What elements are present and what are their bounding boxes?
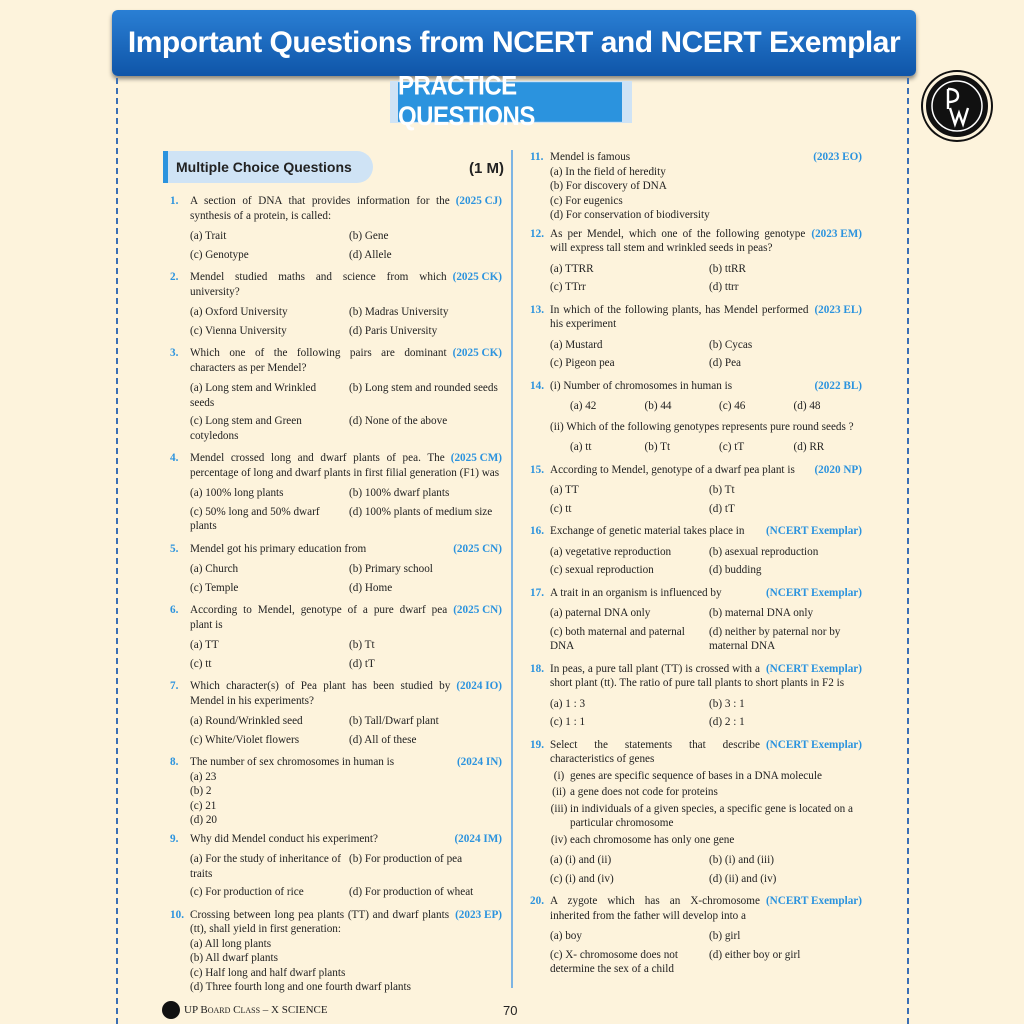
question-source-tag: (2025 CM) (450, 452, 502, 464)
question-text-body: In which of the following plants, has Mendel performed his experiment (550, 303, 809, 330)
section-marks: (1 M) (469, 160, 504, 177)
option-item: (d) Pea (709, 357, 741, 369)
question-text (550, 586, 862, 601)
question-source-tag: (2020 NP) (814, 463, 862, 476)
option-item: (a) TT (550, 484, 579, 496)
question-number: 16. (530, 525, 544, 537)
question-text (550, 524, 862, 539)
option-item: (a) 23 (190, 770, 217, 783)
question-number: 18. (530, 662, 544, 675)
option-item: (b) For discovery of DNA (550, 180, 667, 192)
question-source-tag: (2023 EO) (813, 151, 862, 163)
question-text-body: (i) Number of chromosomes in human is (550, 379, 733, 392)
option-item: (b) Long stem and rounded seeds (349, 382, 498, 394)
question-text-body: Mendel studied maths and science from which university? (190, 271, 447, 298)
options-list (550, 440, 862, 459)
question-text (190, 451, 502, 480)
option-item: (c) 50% long and 50% dwarf plants (190, 505, 320, 532)
question-source-tag: (2024 IN) (456, 756, 502, 768)
question-text (550, 379, 862, 394)
option-item: (a) vegetative reproduction (550, 545, 672, 558)
question-source-tag: (NCERT Exemplar) (765, 895, 862, 907)
question-text-body: Select the statements that describe characteristics of genes (550, 738, 760, 765)
options-list (550, 853, 862, 890)
question-number: 2. (170, 271, 179, 283)
question-text-body: Mendel crossed long and dwarf plants of pea. The percentage of long and dwarf plants in first filial generation (F1) was (190, 452, 500, 479)
question-source-tag: (2024 IO) (456, 680, 502, 692)
option-item: (a) Trait (190, 230, 227, 242)
option-item: (a) All long plants (190, 937, 272, 950)
option-item: (c) Long stem and Green cotyledons (190, 415, 302, 442)
option-item: (b) asexual reproduction (709, 545, 819, 558)
question-source-tag: (2025 CK) (452, 347, 502, 359)
question-number: 19. (530, 738, 544, 751)
question-number: 12. (530, 227, 544, 240)
option-item: (c) tt (550, 502, 572, 515)
option-item: (c) Vienna University (190, 324, 287, 337)
option-item: (a) (i) and (ii) (550, 854, 612, 866)
statement-item (550, 833, 862, 848)
option-item: (c) For eugenics (550, 194, 623, 207)
option-item: (a) 42 (570, 400, 597, 412)
statement-number: (ii) (552, 786, 566, 798)
option-item: (d) Allele (349, 248, 392, 261)
question-item (530, 303, 862, 375)
statement-number: (iv) (550, 833, 568, 846)
column-divider (511, 150, 513, 988)
right-border (907, 78, 909, 1024)
question-text-body: Which character(s) of Pea plant has been studied by Mendel in his experiments? (190, 680, 451, 707)
option-item: (b) girl (709, 930, 741, 942)
option-item: (d) either boy or girl (709, 948, 801, 961)
question-text-body: In peas, a pure tall plant (TT) is crossed with a short plant (tt). The ratio of pure tall plants to short plants in F2 is (550, 662, 845, 689)
question-item (170, 755, 502, 828)
option-item: (d) (ii) and (iv) (709, 872, 777, 885)
question-text (190, 542, 502, 557)
option-item: (b) Tt (709, 484, 735, 496)
question-item (530, 586, 862, 658)
option-item: (d) budding (709, 564, 762, 576)
option-item: (d) 48 (793, 400, 821, 412)
options-list (190, 229, 502, 266)
question-number: 1. (170, 195, 179, 207)
question-subpart: (ii) Which of the following genotypes represents pure round seeds ? (550, 420, 854, 433)
statement-number: (iii) (550, 802, 568, 815)
question-text-body: According to Mendel, genotype of a dwarf pea plant is (550, 463, 795, 476)
question-number: 20. (530, 895, 544, 907)
options-list (190, 852, 502, 904)
question-number: 4. (170, 452, 179, 464)
option-item: (a) 1 : 3 (550, 697, 586, 710)
question-source-tag: (2025 CN) (453, 604, 502, 616)
question-number: 13. (530, 303, 544, 316)
question-source-tag: (NCERT Exemplar) (765, 738, 862, 751)
question-item (170, 603, 502, 675)
page-banner (112, 10, 916, 76)
option-item: (d) neither by paternal nor by maternal DNA (709, 625, 841, 652)
options-list (550, 399, 862, 418)
option-item: (c) 46 (719, 400, 746, 412)
option-item: (b) (i) and (iii) (709, 854, 774, 866)
question-item (530, 463, 862, 521)
question-number: 10. (170, 908, 184, 921)
statement-item (550, 802, 862, 831)
options-list (190, 305, 502, 342)
options-list (190, 562, 502, 599)
option-item: (b) 44 (644, 400, 672, 412)
question-source-tag: (NCERT Exemplar) (765, 586, 862, 599)
statement-text: genes are specific sequence of bases in a DNA molecule (570, 769, 822, 782)
option-item: (b) Madras University (349, 306, 449, 318)
option-item: (c) sexual reproduction (550, 564, 654, 576)
option-item: (d) tT (709, 502, 735, 515)
question-source-tag: (NCERT Exemplar) (765, 662, 862, 675)
options-list (190, 381, 502, 447)
statement-text: a gene does not code for proteins (570, 786, 718, 798)
question-number: 9. (170, 832, 179, 845)
option-item: (b) Tt (644, 441, 671, 453)
question-item (170, 832, 502, 904)
left-border (116, 78, 118, 1024)
option-item: (a) In the field of heredity (550, 165, 666, 178)
option-item: (c) 1 : 1 (550, 716, 586, 728)
option-item: (b) 3 : 1 (709, 697, 745, 710)
question-item (170, 451, 502, 538)
question-text-body: Exchange of genetic material takes place in (550, 525, 745, 537)
option-item: (c) Half long and half dwarf plants (190, 966, 346, 979)
question-text (550, 894, 862, 923)
question-item (530, 894, 862, 981)
question-number: 5. (170, 542, 179, 555)
option-item: (a) Round/Wrinkled seed (190, 715, 303, 727)
option-item: (a) boy (550, 930, 582, 942)
question-text (550, 303, 862, 332)
question-text (190, 832, 502, 847)
options-list (550, 606, 862, 658)
option-item: (d) Paris University (349, 324, 438, 337)
statement-text: each chromosome has only one gene (570, 833, 735, 846)
option-item: (b) 100% dwarf plants (349, 487, 450, 499)
options-list (190, 770, 502, 828)
options-list (550, 262, 862, 299)
question-source-tag: (2022 BL) (814, 379, 862, 392)
options-list (550, 697, 862, 734)
option-item: (c) Pigeon pea (550, 357, 615, 369)
options-list (190, 638, 502, 675)
options-list (190, 714, 502, 751)
right-column (530, 150, 862, 985)
question-text-body: According to Mendel, genotype of a pure dwarf pea plant is (190, 604, 448, 631)
question-text-body: Which one of the following pairs are dominant characters as per Mendel? (190, 347, 447, 374)
option-item: (c) White/Violet flowers (190, 733, 300, 746)
options-list (550, 165, 862, 223)
option-item: (b) Gene (349, 230, 389, 242)
option-item: (a) Long stem and Wrinkled seeds (190, 382, 317, 409)
footer-book-title: UP Board Class – X SCIENCE (184, 1004, 328, 1016)
question-item (170, 679, 502, 751)
question-text (190, 679, 502, 708)
option-item: (c) both maternal and paternal DNA (550, 625, 685, 652)
question-source-tag: (NCERT Exemplar) (765, 525, 862, 537)
question-text (190, 194, 502, 223)
question-text (550, 662, 862, 691)
question-item (530, 524, 862, 582)
question-number: 11. (530, 151, 544, 163)
question-text (190, 270, 502, 299)
option-item: (d) All of these (349, 733, 417, 746)
question-source-tag: (2025 CK) (452, 271, 502, 283)
option-item: (d) tT (349, 657, 375, 670)
option-item: (a) 100% long plants (190, 487, 284, 499)
option-item: (d) For production of wheat (349, 886, 474, 898)
options-list (190, 486, 502, 538)
options-list (550, 338, 862, 375)
option-item: (d) 20 (190, 814, 218, 826)
option-item: (a) TT (190, 639, 219, 651)
question-text (550, 738, 862, 767)
question-text (190, 603, 502, 632)
question-text (550, 463, 862, 478)
question-item (530, 150, 862, 223)
question-text (190, 346, 502, 375)
option-item: (d) 100% plants of medium size (349, 505, 493, 518)
question-source-tag: (2023 EL) (814, 303, 862, 316)
option-item: (d) ttrr (709, 281, 739, 293)
question-text (550, 227, 862, 256)
question-text (190, 755, 502, 770)
footer-logo-icon (162, 1001, 180, 1019)
option-item: (c) Temple (190, 581, 239, 594)
option-item: (b) maternal DNA only (709, 607, 814, 619)
option-item: (b) Primary school (349, 563, 433, 575)
option-item: (d) Three fourth long and one fourth dwarf plants (190, 981, 411, 993)
question-item (170, 346, 502, 447)
left-column (170, 194, 502, 999)
question-item (530, 227, 862, 299)
question-source-tag: (2023 EM) (811, 227, 862, 240)
option-item: (b) 2 (190, 785, 212, 797)
option-item: (c) tt (190, 657, 212, 670)
question-number: 6. (170, 604, 179, 616)
question-source-tag: (2023 EP) (455, 908, 502, 921)
option-item: (b) All dwarf plants (190, 952, 278, 964)
section-label: Multiple Choice Questions (163, 151, 373, 183)
question-text-body: As per Mendel, which one of the following genotype will express tall stem and wrinkled seeds in peas? (550, 227, 806, 254)
option-item: (a) TTRR (550, 262, 594, 275)
question-text-body: The number of sex chromosomes in human is (190, 756, 395, 768)
question-text-body: A zygote which has an X-chromosome inherited from the father will develop into a (550, 895, 760, 922)
question-number: 15. (530, 463, 544, 476)
question-item (170, 542, 502, 600)
question-item (170, 194, 502, 266)
option-item: (a) tt (570, 441, 592, 453)
option-item: (d) 2 : 1 (709, 716, 745, 728)
question-item (530, 738, 862, 891)
option-item: (b) Cycas (709, 338, 753, 351)
options-list (190, 937, 502, 995)
option-item: (b) Tall/Dwarf plant (349, 715, 439, 727)
option-item: (a) Oxford University (190, 306, 288, 318)
option-item: (c) TTrr (550, 281, 586, 293)
options-list (550, 483, 862, 520)
option-item: (c) X- chromosome does not determine the sex of a child (550, 948, 679, 975)
question-item (170, 270, 502, 342)
option-item: (c) 21 (190, 799, 217, 812)
question-item (530, 379, 862, 459)
question-text-body: A trait in an organism is influenced by (550, 586, 722, 599)
option-item: (c) tT (719, 441, 745, 453)
option-item: (d) RR (793, 441, 825, 453)
question-text (550, 150, 862, 165)
question-item (530, 662, 862, 734)
question-item (170, 908, 502, 995)
question-number: 8. (170, 756, 179, 768)
pw-logo-icon (923, 72, 991, 140)
options-list (550, 545, 862, 582)
option-item: (d) For conservation of biodiversity (550, 209, 710, 221)
option-item: (b) ttRR (709, 262, 746, 275)
option-item: (b) Tt (349, 639, 375, 651)
banner-title: Important Questions from NCERT and NCERT Exemplar (127, 26, 901, 59)
option-item: (a) paternal DNA only (550, 607, 651, 619)
question-source-tag: (2025 CN) (453, 542, 502, 555)
question-text-body: Crossing between long pea plants (TT) and dwarf plants (tt), shall yield in first generation: (190, 908, 450, 935)
option-item: (c) Genotype (190, 248, 249, 261)
question-text-body: Why did Mendel conduct his experiment? (190, 832, 378, 845)
question-text (190, 908, 502, 937)
question-source-tag: (2025 CJ) (455, 195, 502, 207)
question-number: 3. (170, 347, 179, 359)
option-item: (a) Mustard (550, 338, 603, 351)
question-text-body: Mendel is famous (550, 151, 631, 163)
question-number: 7. (170, 680, 179, 692)
option-item: (b) For production of pea (349, 853, 463, 865)
statement-text: in individuals of a given species, a specific gene is located on a particular chromosome (570, 802, 854, 829)
option-item: (c) (i) and (iv) (550, 872, 614, 885)
statement-number: (i) (553, 769, 565, 782)
question-text-body: Mendel got his primary education from (190, 542, 367, 555)
question-number: 14. (530, 379, 544, 392)
option-item: (d) None of the above (349, 415, 448, 427)
option-item: (d) Home (349, 581, 393, 594)
option-item: (a) Church (190, 563, 239, 575)
option-item: (c) For production of rice (190, 886, 304, 898)
page-number: 70 (503, 1003, 518, 1018)
practice-title: PRACTICE QUESTIONS (398, 82, 622, 122)
statement-item (550, 785, 862, 800)
options-list (550, 929, 862, 981)
statement-item (550, 769, 862, 784)
question-text-body: A section of DNA that provides information for the synthesis of a protein, is called: (190, 195, 450, 222)
option-item: (a) For the study of inheritance of traits (190, 853, 341, 880)
question-source-tag: (2024 IM) (454, 832, 502, 845)
question-number: 17. (530, 586, 544, 599)
